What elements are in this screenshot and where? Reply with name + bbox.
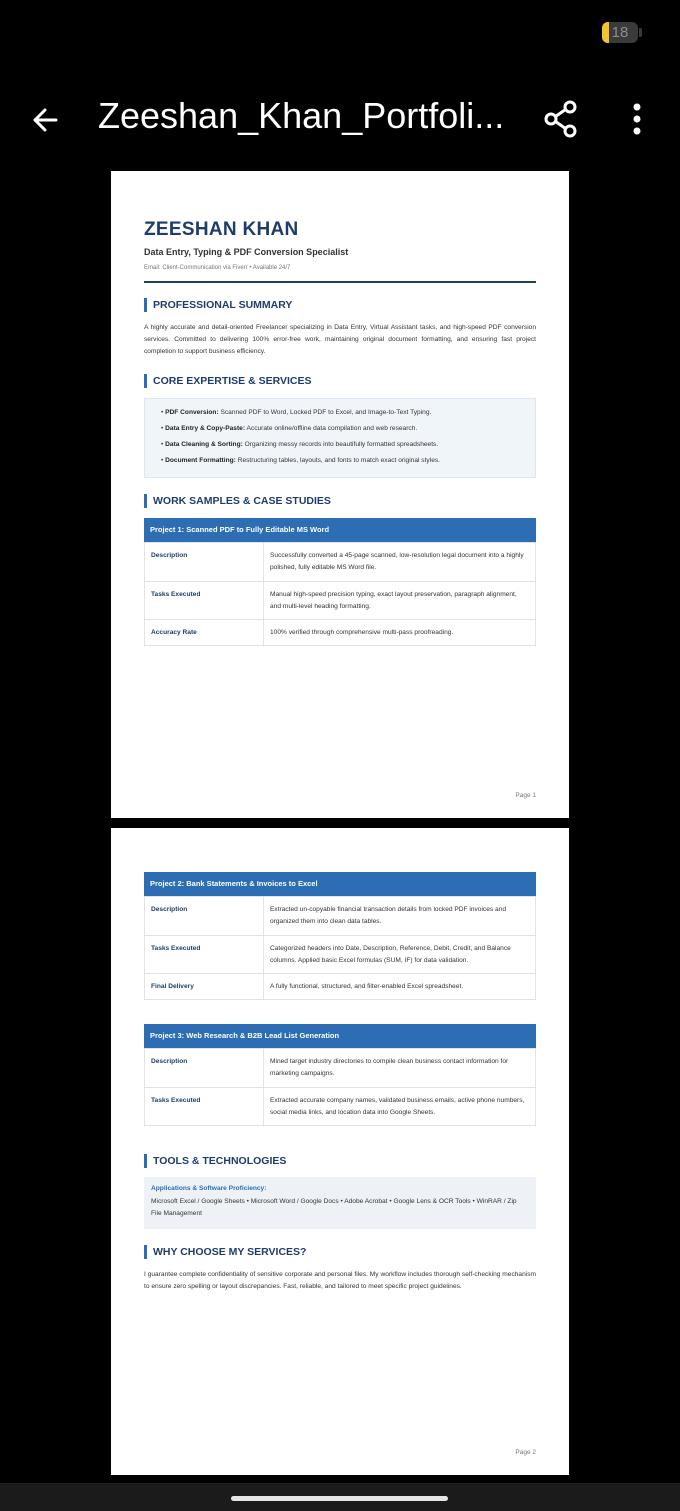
project-table	[144, 896, 536, 1000]
share-icon[interactable]	[540, 98, 582, 140]
pdf-page-1[interactable]	[111, 171, 569, 818]
home-gesture-handle[interactable]	[231, 1496, 448, 1501]
table-row: Final Delivery A fully functional, structured, and filter-enabled Excel spreadsheet.	[145, 974, 536, 1000]
expertise-heading: CORE EXPERTISE & SERVICES	[144, 374, 312, 388]
document-title: Zeeshan_Khan_Portfoli...	[98, 95, 505, 136]
why-heading: WHY CHOOSE MY SERVICES?	[144, 1245, 306, 1259]
header-divider	[144, 281, 536, 283]
table-row: Description Extracted un-copyable financial transaction details from locked PDF invoices and organized them into clean data tables.	[145, 897, 536, 936]
resume-name: ZEESHAN KHAN	[144, 219, 299, 240]
table-row: Tasks Executed Categorized headers into Date, Description, Reference, Debit, Credit, and Balance columns. Applied basic Excel formulas (SUM, IF) for data validation.	[145, 935, 536, 974]
table-row: Tasks Executed Manual high-speed precision typing, exact layout preservation, paragraph alignment, and multi-level heading formatting.	[145, 581, 536, 620]
project-title: Project 1: Scanned PDF to Fully Editable MS Word	[144, 518, 536, 542]
resume-subtitle: Data Entry, Typing & PDF Conversion Specialist	[144, 247, 349, 257]
more-options-icon[interactable]	[620, 100, 654, 138]
tools-heading: TOOLS & TECHNOLOGIES	[144, 1154, 286, 1168]
page-number: Page 1	[515, 792, 536, 799]
table-row: Description Mined target industry directories to compile clean business contact information for marketing campaigns.	[145, 1049, 536, 1088]
expertise-item: • Data Cleaning & Sorting: Organizing messy records into beautifully formatted spreadsheets.	[161, 437, 535, 453]
tools-label: Applications & Software Proficiency:	[151, 1185, 267, 1192]
expertise-item: • PDF Conversion: Scanned PDF to Word, Locked PDF to Excel, and Image-to-Text Typing.	[161, 405, 535, 421]
table-row: Description Successfully converted a 45-page scanned, low-resolution legal document into a highly polished, fully editable MS Word file.	[145, 543, 536, 582]
work-samples-heading: WORK SAMPLES & CASE STUDIES	[144, 494, 331, 508]
project-2	[144, 872, 536, 1000]
expertise-item: • Document Formatting: Restructuring tables, layouts, and fonts to match exact original styles.	[161, 453, 535, 469]
page-number: Page 2	[515, 1449, 536, 1456]
table-row: Accuracy Rate 100% verified through comprehensive multi-pass proofreading.	[145, 620, 536, 646]
navigation-bar	[0, 1483, 680, 1511]
tools-list: Microsoft Excel / Google Sheets • Microsoft Word / Google Docs • Adobe Acrobat • Google Lens & OCR Tools • WinRAR / Zip File Management	[151, 1198, 517, 1217]
battery-indicator	[602, 22, 638, 43]
app-bar	[0, 80, 680, 152]
project-1	[144, 518, 536, 646]
status-bar	[0, 0, 680, 60]
project-table	[144, 1048, 536, 1126]
summary-heading: PROFESSIONAL SUMMARY	[144, 298, 292, 312]
project-table	[144, 542, 536, 646]
project-title: Project 3: Web Research & B2B Lead List Generation	[144, 1024, 536, 1048]
back-arrow-icon[interactable]	[26, 100, 66, 140]
table-row: Tasks Executed Extracted accurate company names, validated business emails, active phone numbers, social media links, and location data into Google Sheets.	[145, 1087, 536, 1126]
battery-level: 18	[611, 24, 629, 41]
project-title: Project 2: Bank Statements & Invoices to Excel	[144, 872, 536, 896]
summary-text: A highly accurate and detail-oriented Freelancer specializing in Data Entry, Virtual Assistant tasks, and high-speed PDF conversion services. Committed to delivering 100% error-free work, maintaining original document formatting, and ensuring fast project completion to support business efficiency.	[144, 324, 536, 355]
why-text: I guarantee complete confidentiality of sensitive corporate and personal files. My workflow includes thorough self-checking mechanism to ensure zero spelling or layout discrepancies. Fast, reliable, and tailored to meet specific project guidelines.	[144, 1271, 536, 1290]
resume-contact: Email: Client-Communication via Fiverr • Available 24/7	[144, 265, 291, 271]
tools-box	[144, 1177, 536, 1229]
expertise-item: • Data Entry & Copy-Paste: Accurate online/offline data compilation and web research.	[161, 421, 535, 437]
project-3	[144, 1024, 536, 1126]
expertise-box	[144, 398, 536, 478]
pdf-page-2[interactable]	[111, 828, 569, 1475]
